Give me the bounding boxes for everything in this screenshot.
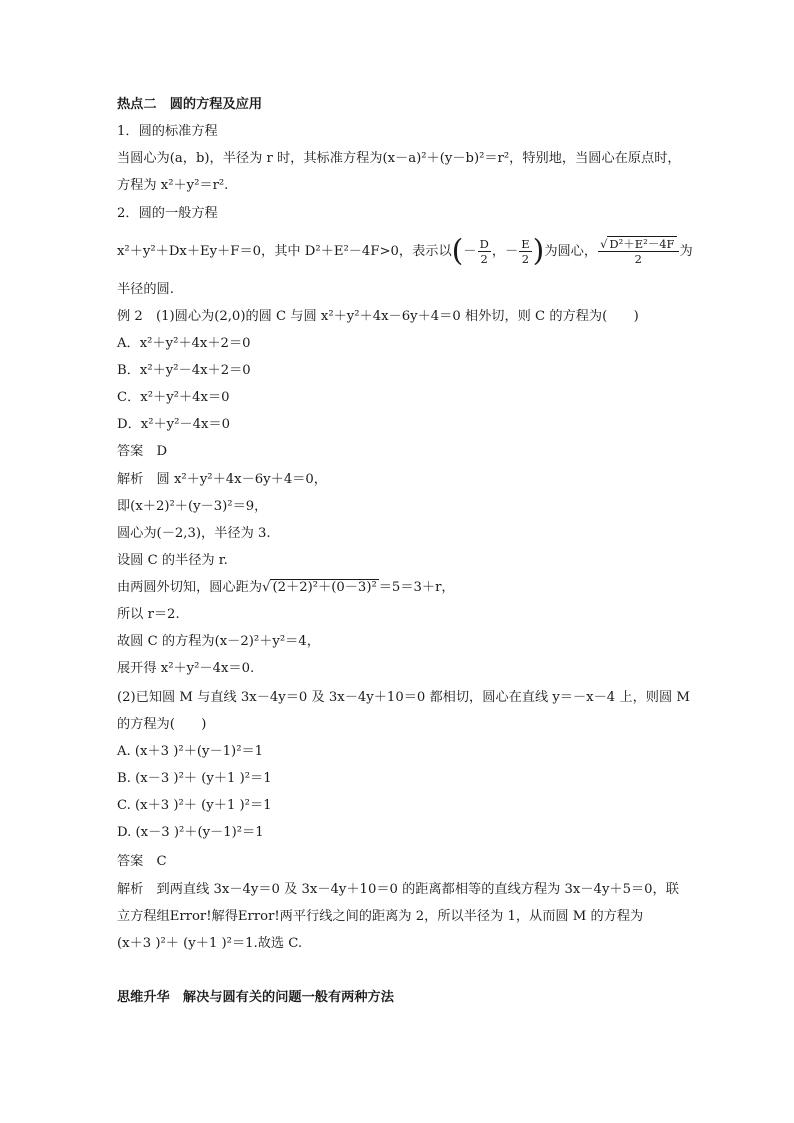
frac2-den: 2 [521,252,530,266]
q1-option-a: A．x²＋y²＋4x＋2＝0 [117,336,251,351]
center-x-fraction [478,237,491,266]
frac2-num: E [521,237,530,251]
q1-answer: 答案 D [117,444,168,459]
q1-solution-7: 故圆 C 的方程为(x－2)²＋y²＝4， [117,634,320,649]
q2-solution-1: 解析 到两直线 3x－4y＝0 及 3x－4y＋10＝0 的距离都相等的直线方程为 3x－4y＋5＝0，联 [117,882,679,897]
frac1-den: 2 [480,252,488,266]
frac3-num: √ D²＋E²－4F [598,237,678,252]
q1-solution-5: 由两圆外切知，圆心距为√ (2＋2)²＋(0－3)² ＝5＝3＋r， [117,580,455,595]
q2-option-d: D. (x－3 )²＋(y－1)²＝1 [117,825,264,840]
frac1-num: D [479,237,489,251]
q1-solution-5-text-b: ＝5＝3＋r， [378,580,455,595]
general-equation-line: x²＋y²＋Dx＋Ey＋F＝0，其中 D²＋E²－4F>0，表示以(－ $\frac{D}{2}$ ，－ $\frac{E}{2}$ )为圆心， $\frac{\text{√ D²＋E²－4F}}{2}$ 为 [117,233,693,269]
section-title: 热点二 圆的方程及应用 [117,97,263,112]
standard-equation-text-2: 方程为 x²＋y²＝r². [117,178,229,193]
q1-solution-2: 即(x＋2)²＋(y－3)²＝9， [117,499,268,514]
radius-sqrt-expression: D²＋E²－4F [609,237,675,251]
q1-solution-4: 设圆 C 的半径为 r. [117,553,228,568]
q1-solution-1: 解析 圆 x²＋y²＋4x－6y＋4＝0， [117,472,327,487]
q2-option-a: A. (x＋3 )²＋(y－1)²＝1 [117,744,264,759]
frac3-den: 2 [634,252,642,266]
subsection-general-equation: 2．圆的一般方程 [117,206,218,221]
general-equation-text-b: 为圆心， [544,244,598,259]
q1-option-d: D．x²＋y²－4x＝0 [117,417,231,432]
q2-solution-3: (x＋3 )²＋ (y＋1 )²＝1.故选 C. [117,936,303,951]
q1-option-c: C．x²＋y²＋4x＝0 [117,390,230,405]
center-y-fraction [519,237,531,266]
standard-equation-text-1: 当圆心为(a，b)，半径为 r 时，其标准方程为(x－a)²＋(y－b)²＝r²，特别地，当圆心在原点时， [117,151,681,166]
q2-option-b: B. (x－3 )²＋ (y＋1 )²＝1 [117,771,272,786]
q1-solution-3: 圆心为(－2,3)，半径为 3. [117,526,271,541]
open-paren: ( [451,233,464,269]
center-distance-sqrt: (2＋2)²＋(0－3)² [272,580,377,595]
general-equation-text-c: 为 [679,244,693,259]
subsection-standard-equation: 1．圆的标准方程 [117,124,218,139]
q1-solution-6: 所以 r＝2. [117,607,180,622]
general-equation-text-a: x²＋y²＋Dx＋Ey＋F＝0，其中 D²＋E²－4F>0，表示以 [117,244,452,259]
q2-option-c: C. (x＋3 )²＋ (y＋1 )²＝1 [117,798,272,813]
example-2-question-1: 例 2 (1)圆心为(2,0)的圆 C 与圆 x²＋y²＋4x－6y＋4＝0 相外切，则 C 的方程为( ) [117,309,639,324]
q1-solution-8: 展开得 x²＋y²－4x＝0. [117,661,255,676]
radius-fraction [598,237,678,266]
thinking-summary-title: 思维升华 解决与圆有关的问题一般有两种方法 [117,990,394,1005]
close-paren: ) [532,233,545,269]
q1-option-b: B．x²＋y²－4x＋2＝0 [117,363,251,378]
example-2-question-2-line-1: (2)已知圆 M 与直线 3x－4y＝0 及 3x－4y＋10＝0 都相切，圆心在直线 y＝－x－4 上，则圆 M [117,690,690,705]
q1-solution-5-text-a: 由两圆外切知，圆心距为 [117,580,263,595]
q2-answer: 答案 C [117,854,167,869]
general-equation-text-2: 半径的圆. [117,282,174,297]
q2-solution-2: 立方程组Error!解得Error!两平行线之间的距离为 2，所以半径为 1，从而圆 M 的方程为 [117,909,644,924]
example-2-question-2-line-2: 的方程为( ) [117,717,207,732]
